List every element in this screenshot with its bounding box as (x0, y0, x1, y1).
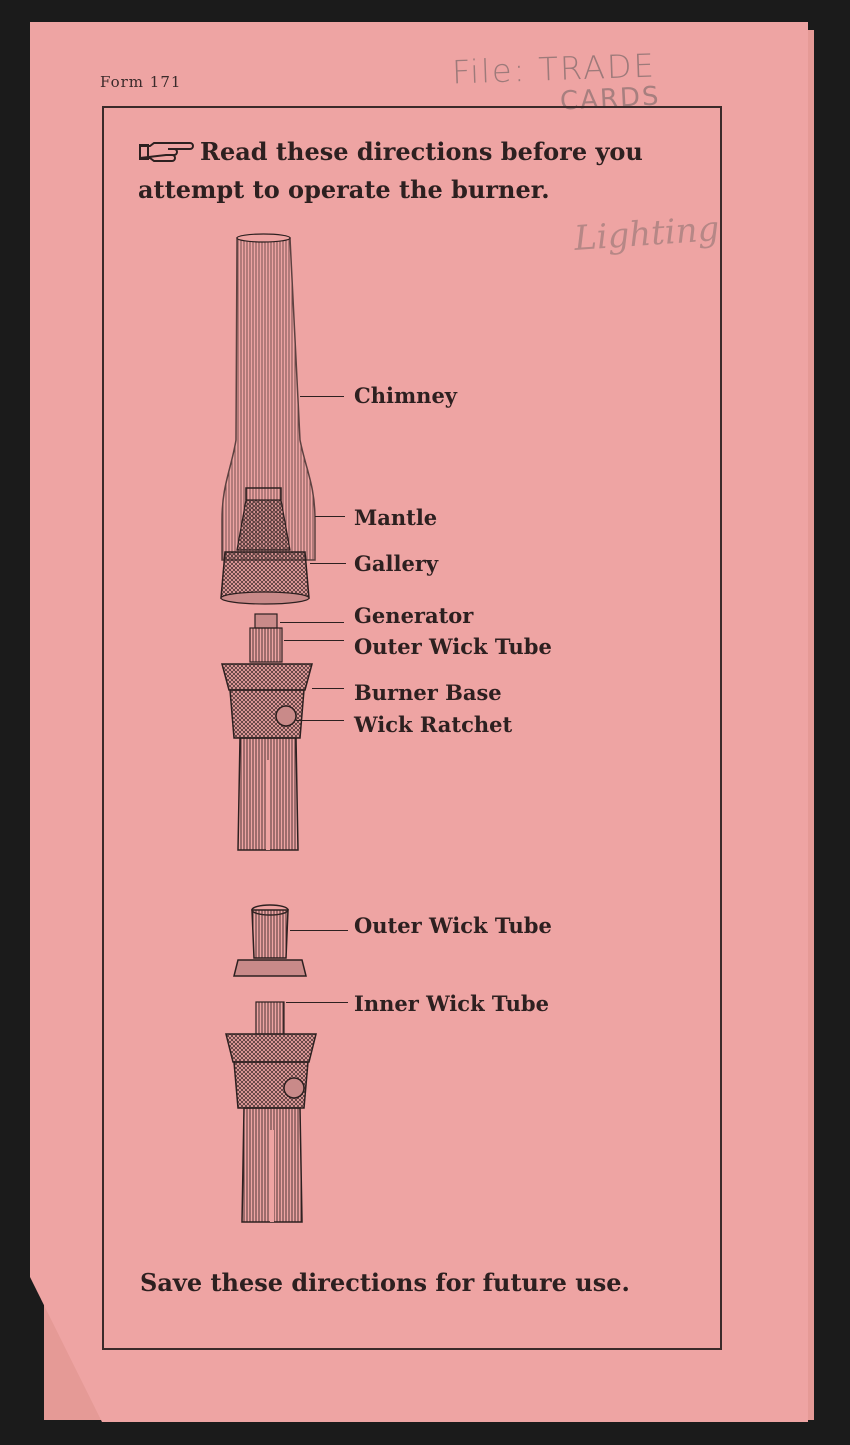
heading-line1: Read these directions before you (200, 137, 643, 166)
outer-wick-tube-drawing (234, 905, 306, 976)
label-gallery: Gallery (354, 551, 439, 576)
wick-ratchet-leader (296, 720, 344, 721)
inner-wick-tube-assembly-drawing (226, 1002, 316, 1222)
burner-base-leader (312, 688, 344, 689)
chimney-leader (300, 396, 344, 397)
gallery-leader (310, 563, 346, 564)
label-wick-ratchet: Wick Ratchet (354, 712, 513, 737)
label-generator: Generator (354, 603, 474, 628)
burner-assembly-drawing (222, 614, 312, 850)
mantle-leader (315, 516, 345, 517)
label-outer-wick-tube: Outer Wick Tube (354, 634, 552, 659)
generator-leader (280, 622, 344, 623)
outer-wick-tube-leader (284, 640, 344, 641)
label-chimney: Chimney (354, 383, 458, 408)
handwritten-note-line2: CARDS (559, 81, 662, 117)
label-outer-wick-tube-2: Outer Wick Tube (354, 913, 552, 938)
heading-line2: attempt to operate the burner. (138, 175, 550, 204)
handwritten-note-line3: Lighting (572, 208, 721, 260)
handwritten-note-line1: File: TRADE (451, 46, 657, 92)
label-inner-wick-tube: Inner Wick Tube (354, 991, 549, 1016)
gallery-drawing (221, 552, 309, 604)
outer-wick-tube-2-leader (290, 930, 348, 931)
footer-note: Save these directions for future use. (140, 1268, 630, 1297)
label-burner-base: Burner Base (354, 680, 502, 705)
label-mantle: Mantle (354, 505, 438, 530)
inner-wick-tube-leader (286, 1002, 348, 1003)
form-number: Form 171 (100, 73, 182, 91)
